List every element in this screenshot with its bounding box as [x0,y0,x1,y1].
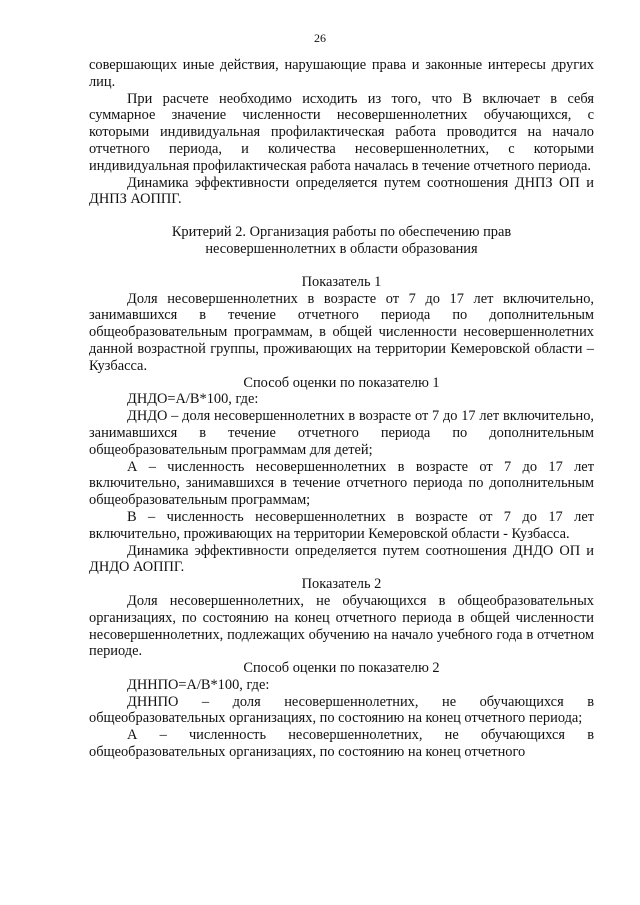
paragraph-continuation: совершающих иные действия, нарушающие права и законные интересы других лиц. [89,57,594,90]
page-content [89,57,594,761]
indicator-2-formula: ДННПО=А/В*100, где: [127,676,270,693]
criterion-2-heading-line-2: несовершеннолетних в области образования [205,240,478,257]
indicator-1-heading: Показатель 1 [301,273,382,290]
paragraph-dynamics-dnpz: Динамика эффективности определяется путем соотношения ДНПЗ ОП и ДНПЗ АОППГ. [89,174,594,208]
indicator-2-term-dnnpo: ДННПО – доля несовершеннолетних, не обучающихся в общеобразовательных организациях, по состоянию на конец отчетного периода; [89,693,594,727]
indicator-1-term-a: А – численность несовершеннолетних в возрасте от 7 до 17 лет включительно, занимавшихся в течение отчетного периода по дополнительным общеобразовательным программам; [89,458,594,509]
indicator-1-formula: ДНДО=А/В*100, где: [127,391,259,408]
indicator-1-dynamics: Динамика эффективности определяется путем соотношения ДНДО ОП и ДНДО АОППГ. [89,542,594,576]
indicator-1-term-dndo: ДНДО – доля несовершеннолетних в возрасте от 7 до 17 лет включительно, занимавшихся в течение отчетного периода по дополнительным общеобразовательным программам для детей; [89,408,594,458]
indicator-1-term-b: В – численность несовершеннолетних в возрасте от 7 до 17 лет включительно, проживающих на территории Кемеровской области - Кузбасса. [89,508,594,542]
indicator-2-method-heading: Способ оценки по показателю 2 [243,660,440,677]
indicator-2-description: Доля несовершеннолетних, не обучающихся в общеобразовательных организациях, по состоянию на конец отчетного периода в общей численности несовершеннолетних, подлежащих обучению на начало учебного года в отчетном периоде. [89,592,594,660]
page-number: 26 [314,31,326,45]
paragraph-calculation-note: При расчете необходимо исходить из того, что В включает в себя суммарное значение численности несовершеннолетних обучающихся, с которыми индивидуальная профилактическая работа проводится на начало отчетного периода, и количества несовершеннолетних, с которыми индивидуальная профилактическая работа началась в течение отчетного периода. [89,90,594,174]
indicator-1-description: Доля несовершеннолетних в возрасте от 7 до 17 лет включительно, занимавшихся в течение отчетного периода по дополнительным общеобразовательным программам, в общей численности несовершеннолетних данной возрастной группы, проживающих на территории Кемеровской области – Кузбасса. [89,290,594,374]
indicator-1-method-heading: Способ оценки по показателю 1 [243,374,440,391]
indicator-2-heading: Показатель 2 [301,576,382,593]
indicator-2-term-a: А – численность несовершеннолетних, не обучающихся в общеобразовательных организациях, по состоянию на конец отчетного [89,727,594,761]
criterion-2-heading-line-1: Критерий 2. Организация работы по обеспечению прав [171,224,512,241]
